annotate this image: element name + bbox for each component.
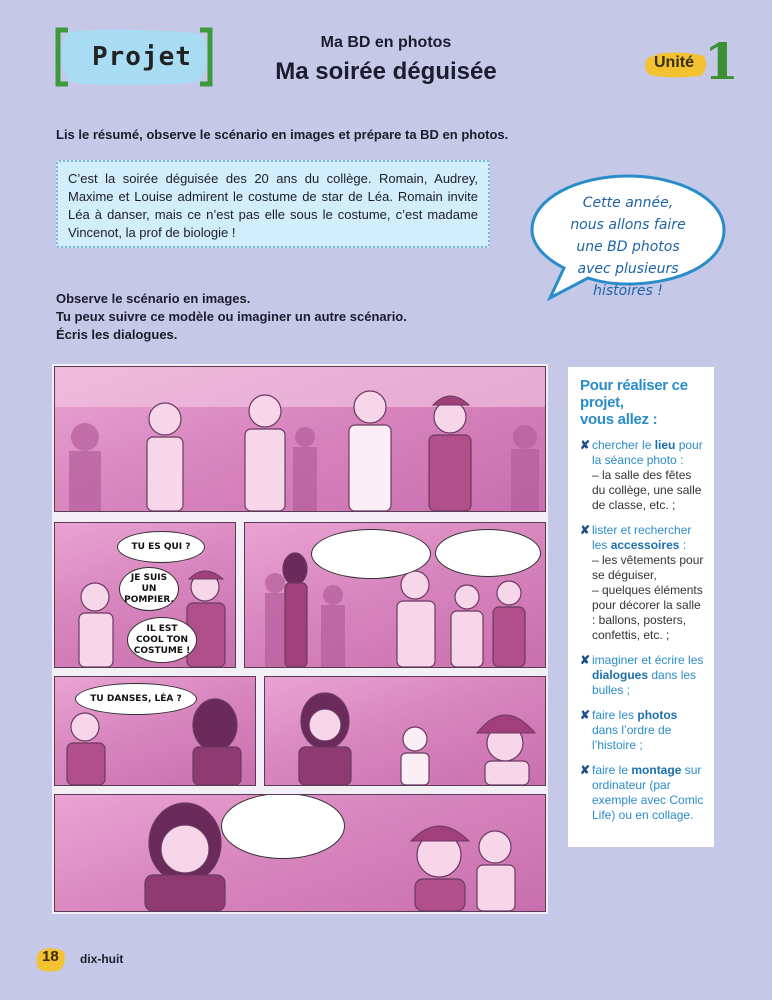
bubble-je-suis-pompier[interactable] [119, 567, 179, 611]
step-text: pour la séance photo : [592, 438, 703, 467]
sidebar-title-line: Pour réaliser ce projet, [580, 377, 688, 411]
step-keyword: accessoires [610, 538, 680, 552]
bubble-line: POMPIER. [124, 594, 174, 605]
cross-icon: ✘ [580, 438, 591, 452]
page-subtitle: Ma BD en photos [320, 34, 452, 51]
speech-line: Cette année, [582, 195, 674, 211]
bubble-line: COOL TON [135, 634, 189, 645]
step-subitem: – les vêtements pour se déguiser, [592, 553, 704, 582]
step-text: dans les bulles ; [592, 668, 697, 697]
sidebar-step-montage [580, 763, 704, 823]
speech-line: histoires ! [593, 283, 663, 299]
sidebar-step-photos [580, 708, 704, 753]
step-text: sur ordinateur (par exemple avec Comic Life) ou en collage. [592, 763, 704, 822]
cross-icon: ✘ [580, 708, 591, 722]
empty-bubble-panel-3b[interactable] [435, 529, 541, 577]
sidebar-title [580, 377, 704, 428]
step-keyword: photos [637, 708, 678, 722]
project-steps-sidebar [568, 367, 714, 847]
comic-panel-2 [54, 522, 236, 668]
panel-1-illustration [55, 367, 545, 511]
comic-panel-1 [54, 366, 546, 512]
bubble-cool-costume[interactable] [127, 617, 197, 663]
instruction-text: Lis le résumé, observe le scénario en images et prépare ta BD en photos. [56, 127, 509, 142]
bubble-line: JE SUIS [130, 572, 168, 583]
step-text: chercher le [592, 438, 655, 452]
bubble-line: UN [141, 583, 157, 594]
speech-line: nous allons faire [570, 217, 686, 233]
unit-number: 1 [704, 32, 739, 91]
speech-bubble-text [548, 192, 708, 302]
projet-badge-label: Projet [92, 42, 192, 72]
bubble-tu-es-qui[interactable]: TU ES QUI ? [117, 531, 205, 563]
step-text: faire le [592, 763, 632, 777]
observe-line: Écris les dialogues. [56, 327, 178, 342]
sidebar-step-accessoires [580, 523, 704, 643]
comic-panel-3 [244, 522, 546, 668]
observe-line: Observe le scénario en images. [56, 291, 251, 306]
comic-panel-5 [264, 676, 546, 786]
step-text: dans l’ordre de l’histoire ; [592, 723, 672, 752]
summary-box: C’est la soirée déguisée des 20 ans du collège. Romain, Audrey, Maxime et Louise admirent le costume de star de Léa. Romain invite Léa à danser, mais ce n’est pas elle sous le costume, c’est madame Vincenot, la prof de biologie ! [56, 160, 490, 248]
observe-instructions [56, 290, 407, 344]
step-keyword: montage [631, 763, 682, 777]
step-text: : [679, 538, 687, 552]
bubble-line: COSTUME ! [133, 645, 191, 656]
empty-bubble-panel-3a[interactable] [311, 529, 431, 579]
step-subitem: – la salle des fêtes du collège, une salle de classe, etc. ; [592, 468, 702, 512]
observe-line: Tu peux suivre ce modèle ou imaginer un autre scénario. [56, 309, 407, 324]
page-number-word: dix-huit [80, 952, 124, 966]
step-keyword: dialogues [592, 668, 649, 682]
cross-icon: ✘ [580, 763, 591, 777]
speech-line: une BD photos [576, 239, 680, 255]
step-text: lister et rechercher les [592, 523, 692, 552]
page-number: 18 [42, 948, 59, 965]
panel-5-illustration [265, 677, 545, 785]
step-keyword: lieu [654, 438, 676, 452]
sidebar-step-lieu [580, 438, 704, 513]
cross-icon: ✘ [580, 653, 591, 667]
sidebar-title-line: vous allez : [580, 411, 658, 428]
page-title: Ma soirée déguisée [275, 58, 497, 85]
bubble-tu-danses[interactable]: TU DANSES, LÉA ? [75, 683, 197, 715]
step-subitem: – quelques éléments pour décorer la salle : ballons, posters, confettis, etc. ; [592, 583, 703, 642]
cross-icon: ✘ [580, 523, 591, 537]
empty-bubble-panel-6[interactable] [221, 794, 345, 859]
comic-panel-6 [54, 794, 546, 912]
speech-line: avec plusieurs [577, 261, 679, 277]
comic-panel-4 [54, 676, 256, 786]
unit-label: Unité [654, 54, 694, 71]
bubble-line: IL EST [146, 623, 178, 634]
step-text: faire les [592, 708, 638, 722]
step-text: imaginer et écrire les [592, 653, 704, 667]
sidebar-step-dialogues [580, 653, 704, 698]
